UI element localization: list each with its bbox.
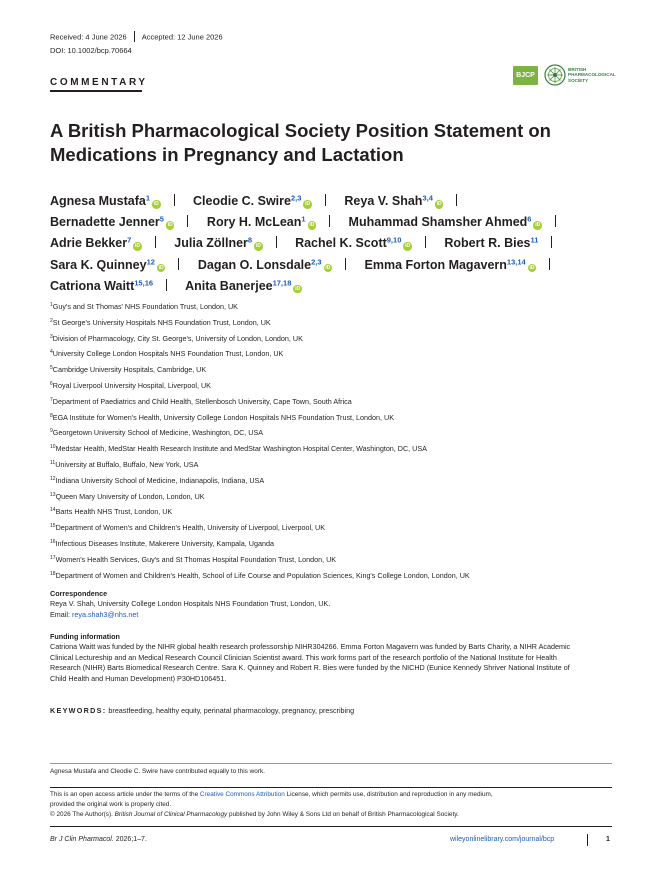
article-type-underline bbox=[50, 90, 142, 92]
author-separator bbox=[174, 194, 175, 206]
doi[interactable]: DOI: 10.1002/bcp.70664 bbox=[50, 46, 132, 55]
keywords-text: breastfeeding, healthy equity, perinatal pharmacology, pregnancy, prescribing bbox=[108, 706, 355, 715]
author-name: Catriona Waitt bbox=[50, 278, 135, 293]
affiliation-item bbox=[50, 315, 640, 331]
author-line bbox=[50, 212, 620, 233]
author-line bbox=[50, 276, 620, 297]
affiliation-number: 15 bbox=[50, 523, 56, 530]
received-accepted-line bbox=[50, 32, 223, 43]
correspondence-line: Reya V. Shah, University College London Hospitals NHS Foundation Trust, London, UK. bbox=[50, 599, 331, 609]
affiliation-number: 6 bbox=[50, 380, 53, 387]
license-text: This is an open access article under the terms of the bbox=[50, 791, 200, 798]
affiliation-number: 1 bbox=[50, 302, 53, 308]
author-name: Bernadette Jenner bbox=[50, 215, 160, 230]
affiliation-number: 16 bbox=[50, 538, 56, 545]
email-link[interactable]: reya.shah3@nhs.net bbox=[71, 609, 139, 619]
affiliation-number: 8 bbox=[50, 412, 53, 419]
author-name: Cleodie C. Swire bbox=[193, 194, 291, 208]
affiliation-item bbox=[50, 489, 640, 505]
bps-logo-line: BRITISH bbox=[568, 67, 587, 72]
affiliation-item bbox=[50, 473, 640, 489]
funding-text-line: Clinical Lectureship and an Medical Research Council Clinician Scientist award. This work forms part of the research portfolio of the National Institute for Health bbox=[50, 652, 557, 662]
received-date: Received: 4 June 2026 bbox=[50, 32, 127, 42]
affiliation-item bbox=[50, 441, 640, 457]
author-name: Reya V. Shah bbox=[344, 194, 423, 208]
author-affil-ref[interactable]: 5 bbox=[159, 214, 164, 224]
page-number: 1 bbox=[606, 836, 610, 843]
title-line: A British Pharmacological Society Position Statement on bbox=[50, 120, 551, 141]
author-name: Adrie Bekker bbox=[50, 236, 128, 251]
author-separator bbox=[178, 258, 179, 270]
author-line bbox=[50, 191, 620, 212]
author-list bbox=[50, 191, 620, 297]
author-affil-ref[interactable]: 9,10 bbox=[386, 235, 402, 245]
affiliation-text: Cambridge University Hospitals, Cambridge, UK bbox=[52, 365, 207, 375]
orcid-icon[interactable]: iD bbox=[325, 264, 331, 271]
author-affil-ref[interactable]: 17,18 bbox=[272, 278, 292, 288]
orcid-icon[interactable]: iD bbox=[535, 222, 541, 229]
author-separator bbox=[329, 215, 330, 227]
affiliation-item bbox=[50, 410, 640, 426]
correspondence-email-line bbox=[50, 610, 615, 620]
funding-section bbox=[50, 632, 615, 684]
author-name: Julia Zöllner bbox=[174, 236, 248, 251]
bps-logo-line: PHARMACOLOGICAL bbox=[568, 72, 616, 78]
bps-logo-text bbox=[568, 67, 616, 83]
author-name: Anita Banerjee bbox=[185, 278, 273, 293]
keywords-label: KEYWORDS: bbox=[50, 706, 107, 715]
email-label: Email: bbox=[50, 609, 72, 619]
bps-logo-line: SOCIETY bbox=[568, 77, 589, 83]
contribution-note: Agnesa Mustafa and Cleodie C. Swire have contributed equally to this work. bbox=[50, 768, 265, 775]
author-separator bbox=[456, 194, 457, 206]
affiliation-number: 10 bbox=[50, 444, 56, 451]
affiliation-number: 14 bbox=[50, 507, 56, 514]
affiliation-text: Georgetown University School of Medicine, Washington, DC, USA bbox=[52, 428, 264, 438]
funding-text-line: Child Health and Human Development) P30HD106451. bbox=[50, 673, 227, 683]
footnote-divider bbox=[50, 763, 612, 764]
footer-divider bbox=[50, 826, 612, 827]
affiliation-item bbox=[50, 362, 640, 378]
journal-url-link[interactable]: wileyonlinelibrary.com/journal/bcp bbox=[450, 836, 555, 843]
author-affil-ref[interactable]: 13,14 bbox=[506, 257, 526, 267]
author-separator bbox=[425, 236, 426, 248]
funding-text-line: Catriona Waitt was funded by the NIHR global health research professorship NIHR304266. Emma Forton Magavern was funded by Barts Charity, a NIHR Academic bbox=[50, 642, 571, 652]
citation-details: 2026;1–7. bbox=[113, 836, 147, 843]
affiliation-number: 7 bbox=[50, 396, 53, 403]
keywords bbox=[50, 706, 354, 715]
affiliation-number: 4 bbox=[50, 349, 53, 356]
article-type: COMMENTARY bbox=[50, 77, 148, 88]
orcid-icon[interactable]: iD bbox=[529, 264, 535, 271]
orcid-icon[interactable]: iD bbox=[255, 243, 261, 250]
orcid-icon[interactable]: iD bbox=[305, 201, 311, 207]
correspondence-heading: Correspondence bbox=[50, 589, 108, 598]
affiliation-text: Department of Women's and Children's Health, University of Liverpool, Liverpool, UK bbox=[55, 523, 326, 533]
affiliation-number: 12 bbox=[50, 475, 56, 482]
affiliation-number: 2 bbox=[50, 317, 53, 324]
copyright-text: published by John Wiley & Sons Ltd on behalf of British Pharmacological Society. bbox=[227, 810, 459, 818]
bps-emblem-icon bbox=[544, 64, 566, 86]
affiliation-text: Women's Health Services, Guy's and St Thomas Hospital Foundation Trust, London, UK bbox=[55, 554, 337, 564]
bjcp-logo: BJCP bbox=[513, 66, 538, 85]
license-line bbox=[50, 790, 612, 800]
author-affil-ref[interactable]: 8 bbox=[247, 235, 253, 245]
affiliation-text: Indiana University School of Medicine, Indianapolis, Indiana, USA bbox=[55, 475, 265, 485]
author-separator bbox=[555, 215, 556, 227]
license-block bbox=[50, 790, 612, 819]
affiliation-text: Division of Pharmacology, City St. George's, University of London, London, UK bbox=[52, 333, 303, 343]
affiliation-number: 9 bbox=[50, 428, 53, 435]
affiliation-item bbox=[50, 425, 640, 441]
orcid-icon[interactable]: iD bbox=[158, 264, 164, 271]
affiliation-text: Guy's and St Thomas' NHS Foundation Trust, London, UK bbox=[52, 302, 238, 311]
affiliation-number: 11 bbox=[50, 459, 56, 466]
affiliation-item bbox=[50, 552, 640, 568]
author-affil-ref[interactable]: 2,3 bbox=[290, 193, 302, 203]
license-text: License, which permits use, distribution and reproduction in any medium, bbox=[284, 791, 493, 798]
author-affil-ref[interactable]: 11 bbox=[530, 235, 539, 245]
author-affil-ref[interactable]: 3,4 bbox=[422, 193, 433, 203]
affiliation-item bbox=[50, 504, 640, 520]
orcid-icon[interactable]: iD bbox=[135, 243, 141, 250]
orcid-icon[interactable]: iD bbox=[309, 222, 315, 229]
orcid-icon[interactable]: iD bbox=[436, 201, 442, 207]
cc-license-link[interactable]: Creative Commons Attribution bbox=[199, 791, 285, 798]
affiliation-item bbox=[50, 568, 640, 584]
affiliation-number: 17 bbox=[50, 554, 56, 561]
affiliation-text: Department of Paediatrics and Child Health, Stellenbosch University, Cape Town, South Africa bbox=[52, 396, 352, 406]
affiliation-number: 5 bbox=[50, 365, 53, 372]
affiliation-text: Barts Health NHS Trust, London, UK bbox=[55, 507, 173, 517]
author-affil-ref[interactable]: 6 bbox=[527, 214, 532, 224]
affiliation-item bbox=[50, 520, 640, 536]
affiliation-text: EGA Institute for Women's Health, University College London Hospitals NHS Foundation Trust, London, UK bbox=[52, 412, 394, 422]
affiliation-item bbox=[50, 457, 640, 473]
author-separator bbox=[276, 236, 277, 248]
author-separator bbox=[345, 258, 346, 270]
orcid-icon[interactable]: iD bbox=[405, 243, 411, 250]
affiliation-number: 18 bbox=[50, 570, 56, 577]
divider bbox=[134, 31, 135, 42]
author-affil-ref[interactable]: 1 bbox=[145, 193, 151, 203]
affiliation-text: Department of Women and Children's Health, School of Life Course and Population Sciences, King's College London, London, UK bbox=[55, 570, 470, 580]
author-separator bbox=[551, 236, 552, 248]
affiliation-item bbox=[50, 536, 640, 552]
author-name: Robert R. Bies bbox=[444, 236, 531, 251]
author-name: Muhammad Shamsher Ahmed bbox=[348, 215, 528, 230]
affiliation-text: Queen Mary University of London, London, UK bbox=[55, 491, 205, 501]
author-name: Agnesa Mustafa bbox=[50, 194, 146, 208]
author-affil-ref[interactable]: 12 bbox=[146, 257, 155, 267]
correspondence-section bbox=[50, 589, 615, 620]
author-name: Dagan O. Lonsdale bbox=[197, 257, 312, 272]
author-affil-ref[interactable]: 1 bbox=[301, 214, 306, 224]
citation bbox=[50, 836, 147, 843]
author-name: Sara K. Quinney bbox=[50, 257, 147, 272]
affiliation-number: 13 bbox=[50, 491, 56, 498]
title-line: Medications in Pregnancy and Lactation bbox=[50, 144, 404, 165]
accepted-date: Accepted: 12 June 2026 bbox=[141, 32, 223, 42]
author-separator bbox=[155, 236, 156, 248]
author-line bbox=[50, 233, 620, 254]
author-affil-ref[interactable]: 15,16 bbox=[134, 278, 154, 288]
author-affil-ref[interactable]: 2,3 bbox=[311, 257, 322, 267]
author-separator bbox=[166, 279, 167, 291]
copyright-line bbox=[50, 810, 612, 820]
affiliation-list bbox=[50, 299, 640, 583]
funding-text-line: Research (NIHR) Barts Biomedical Research Centre. Sara K. Quinney and Robert R. Bies were funded by the NICHD (Eunice Kennedy Shriver National Institute of bbox=[50, 663, 570, 673]
author-line bbox=[50, 255, 620, 276]
affiliation-text: University College London Hospitals NHS Foundation Trust, London, UK bbox=[52, 349, 284, 359]
affiliation-item bbox=[50, 331, 640, 347]
author-name: Rory H. McLean bbox=[206, 215, 302, 230]
affiliation-text: Infectious Diseases Institute, Makerere University, Kampala, Uganda bbox=[55, 538, 274, 548]
author-separator bbox=[187, 215, 188, 227]
affiliation-item bbox=[50, 299, 640, 315]
orcid-icon[interactable]: iD bbox=[167, 222, 173, 229]
funding-heading: Funding information bbox=[50, 632, 120, 641]
citation-journal: Br J Clin Pharmacol. bbox=[50, 836, 114, 843]
footer-separator bbox=[587, 834, 588, 846]
copyright-journal: British Journal of Clinical Pharmacology bbox=[114, 810, 228, 818]
author-affil-ref[interactable]: 7 bbox=[127, 235, 132, 245]
author-separator bbox=[549, 258, 550, 270]
affiliation-item bbox=[50, 378, 640, 394]
orcid-icon[interactable]: iD bbox=[153, 201, 159, 207]
author-separator bbox=[325, 194, 326, 206]
affiliation-text: Royal Liverpool University Hospital, Liverpool, UK bbox=[52, 380, 211, 390]
affiliation-text: St George's University Hospitals NHS Foundation Trust, London, UK bbox=[52, 317, 271, 327]
license-line: provided the original work is properly cited. bbox=[50, 800, 172, 808]
orcid-icon[interactable]: iD bbox=[295, 285, 301, 292]
affiliation-text: University at Buffalo, Buffalo, New York, USA bbox=[55, 459, 199, 469]
author-name: Emma Forton Magavern bbox=[364, 257, 507, 272]
affiliation-item bbox=[50, 346, 640, 362]
affiliation-text: Medstar Health, MedStar Health Research Institute and MedStar Washington Hospital Center, Washington, DC, USA bbox=[55, 444, 427, 454]
license-divider bbox=[50, 787, 612, 788]
affiliation-item bbox=[50, 394, 640, 410]
copyright-text: © 2026 The Author(s). bbox=[50, 810, 115, 818]
affiliation-number: 3 bbox=[50, 333, 53, 340]
author-name: Rachel K. Scott bbox=[295, 236, 387, 251]
article-title bbox=[50, 119, 590, 167]
